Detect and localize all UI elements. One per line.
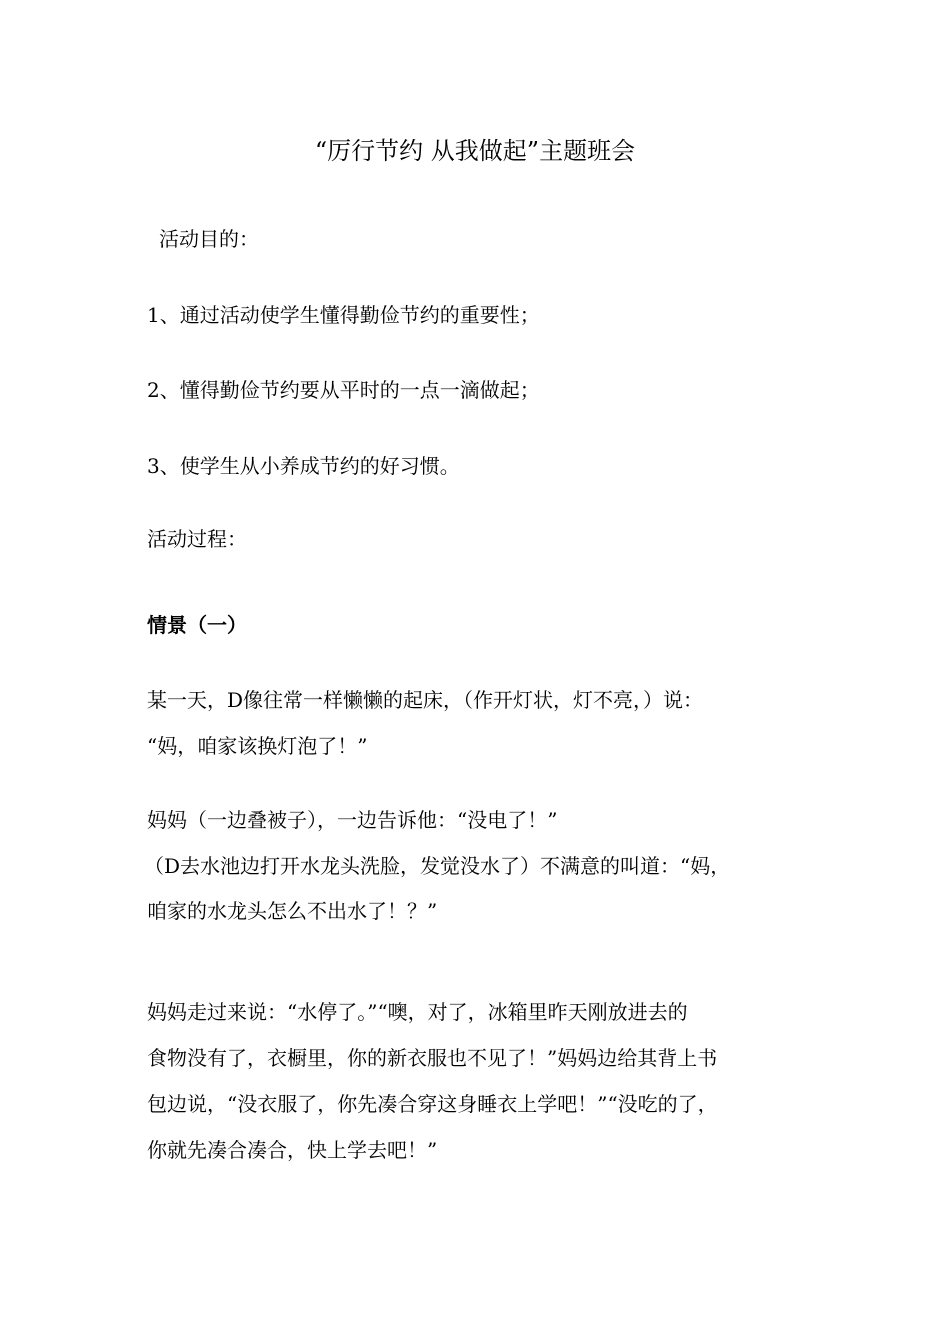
- objective-item: 3、使学生从小养成节约的好习惯。: [147, 454, 460, 478]
- scene-line: 食物没有了，衣橱里，你的新衣服也不见了！”妈妈边给其背上书: [147, 1046, 718, 1070]
- scene-line: 咱家的水龙头怎么不出水了！？”: [147, 899, 438, 923]
- scene-line: 某一天，D像往常一样懒懒的起床，（作开灯状，灯不亮，）说：: [147, 688, 704, 712]
- scene-heading: 情景（一）: [147, 613, 247, 637]
- scene-line: 妈妈（一边叠被子），一边告诉他：“没电了！”: [147, 808, 558, 832]
- scene-line: 你就先凑合凑合，快上学去吧！”: [147, 1138, 438, 1162]
- objective-item: 2、懂得勤俭节约要从平时的一点一滴做起；: [147, 378, 540, 402]
- objective-item: 1、通过活动使学生懂得勤俭节约的重要性；: [147, 303, 540, 327]
- document-title: “厉行节约 从我做起”主题班会: [314, 137, 636, 165]
- process-heading: 活动过程：: [147, 527, 247, 551]
- scene-line: 妈妈走过来说：“水停了。”“噢，对了，冰箱里昨天刚放进去的: [147, 1000, 688, 1024]
- objective-heading: 活动目的：: [159, 227, 259, 251]
- scene-line: “妈，咱家该换灯泡了！”: [147, 734, 368, 758]
- scene-line: 包边说，“没衣服了，你先凑合穿这身睡衣上学吧！”“没吃的了，: [147, 1092, 718, 1116]
- scene-line: （D去水池边打开水龙头洗脸，发觉没水了）不满意的叫道：“妈，: [144, 854, 731, 878]
